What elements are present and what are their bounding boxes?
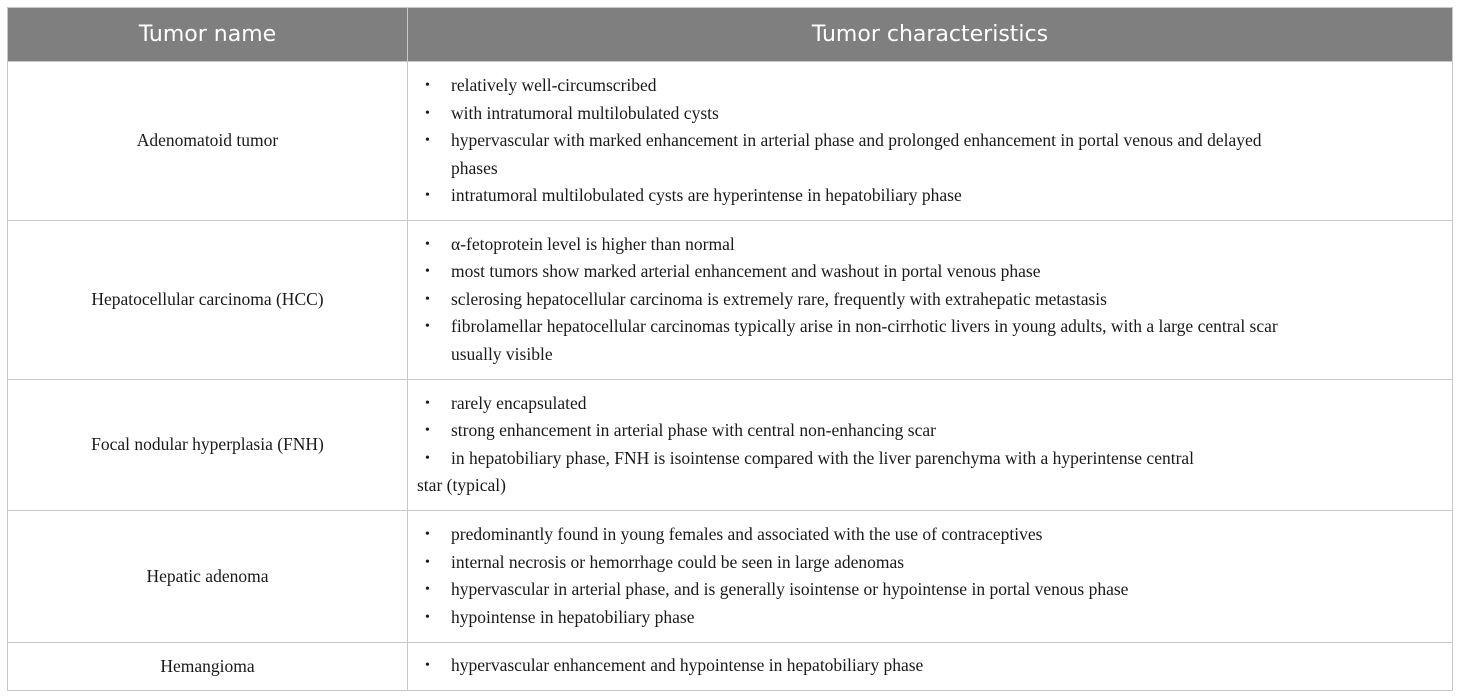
- tumor-characteristics: [408, 642, 1453, 690]
- tumor-name: Hepatic adenoma: [8, 510, 408, 642]
- bullet-icon: •: [425, 264, 430, 280]
- item-text: hypervascular enhancement and hypointense in hepatobiliary phase: [451, 655, 924, 676]
- item-text: most tumors show marked arterial enhancement and washout in portal venous phase: [451, 261, 1041, 282]
- item-text: with intratumoral multilobulated cysts: [451, 102, 719, 123]
- bullet-icon: •: [425, 236, 430, 252]
- list-item: [408, 182, 1452, 210]
- bullet-icon: •: [425, 658, 430, 674]
- tumor-name: Adenomatoid tumor: [8, 62, 408, 221]
- table-row: [8, 220, 1453, 379]
- list-item: [408, 100, 1452, 128]
- bullet-icon: •: [425, 450, 430, 466]
- bullet-icon: •: [425, 423, 430, 438]
- tumor-name: Focal nodular hyperplasia (FNH): [8, 379, 408, 510]
- item-text: in hepatobiliary phase, FNH is isointense compared with the liver parenchyma with a hyperintense central: [451, 447, 1195, 468]
- bullet-icon: •: [425, 582, 430, 597]
- list-item: [408, 445, 1452, 500]
- header-tumor-name: Tumor name: [8, 8, 408, 62]
- bullet-icon: •: [425, 78, 430, 93]
- tumor-characteristics: [408, 220, 1453, 379]
- tumor-table: [7, 7, 1453, 691]
- item-text: intratumoral multilobulated cysts are hyperintense in hepatobiliary phase: [451, 185, 962, 205]
- table-row: [8, 510, 1453, 642]
- bullet-icon: •: [425, 291, 430, 307]
- bullet-icon: •: [425, 554, 430, 570]
- item-text: strong enhancement in arterial phase with central non-enhancing scar: [451, 420, 936, 440]
- tumor-name: Hemangioma: [8, 642, 408, 690]
- item-text: predominantly found in young females and associated with the use of contraceptives: [451, 524, 1043, 544]
- item-text: hypointense in hepatobiliary phase: [451, 606, 695, 627]
- header-tumor-characteristics: Tumor characteristics: [408, 8, 1453, 62]
- item-text-continued: phases: [451, 157, 498, 178]
- bullet-icon: •: [425, 527, 430, 542]
- tumor-characteristics: [408, 379, 1453, 510]
- item-text-continued: star (typical): [417, 475, 506, 495]
- list-item: [408, 390, 1452, 418]
- table-row: [8, 379, 1453, 510]
- list-item: [408, 231, 1452, 259]
- list-item: [408, 72, 1452, 100]
- list-item: [408, 286, 1452, 314]
- item-text: fibrolamellar hepatocellular carcinomas typically arise in non-cirrhotic livers in young adults, with a large central scar: [451, 316, 1278, 337]
- list-item: [408, 576, 1452, 604]
- list-item: [408, 258, 1452, 286]
- item-text: rarely encapsulated: [451, 392, 587, 413]
- bullet-icon: •: [425, 319, 430, 335]
- list-item: [408, 521, 1452, 549]
- table-row: [8, 642, 1453, 690]
- header-row: [8, 8, 1453, 62]
- item-text: hypervascular in arterial phase, and is generally isointense or hypointense in portal venous phase: [451, 579, 1129, 599]
- item-text: relatively well-circumscribed: [451, 75, 657, 95]
- bullet-icon: •: [425, 188, 430, 203]
- item-text-continued: usually visible: [451, 343, 553, 364]
- bullet-icon: •: [425, 133, 430, 148]
- tumor-characteristics: [408, 510, 1453, 642]
- bullet-icon: •: [425, 105, 430, 121]
- list-item: [408, 417, 1452, 445]
- item-text: α-fetoprotein level is higher than normal: [451, 233, 735, 254]
- bullet-icon: •: [425, 395, 430, 411]
- list-item: [408, 604, 1452, 632]
- list-item: [408, 549, 1452, 577]
- bullet-icon: •: [425, 609, 430, 625]
- tumor-name: Hepatocellular carcinoma (HCC): [8, 220, 408, 379]
- item-text: hypervascular with marked enhancement in arterial phase and prolonged enhancement in portal venous and delayed: [451, 130, 1262, 150]
- tumor-characteristics: [408, 62, 1453, 221]
- item-text: sclerosing hepatocellular carcinoma is extremely rare, frequently with extrahepatic metastasis: [451, 288, 1107, 309]
- list-item: [408, 313, 1452, 368]
- list-item: [408, 652, 1452, 680]
- table-row: [8, 62, 1453, 221]
- list-item: [408, 127, 1452, 182]
- item-text: internal necrosis or hemorrhage could be seen in large adenomas: [451, 551, 905, 572]
